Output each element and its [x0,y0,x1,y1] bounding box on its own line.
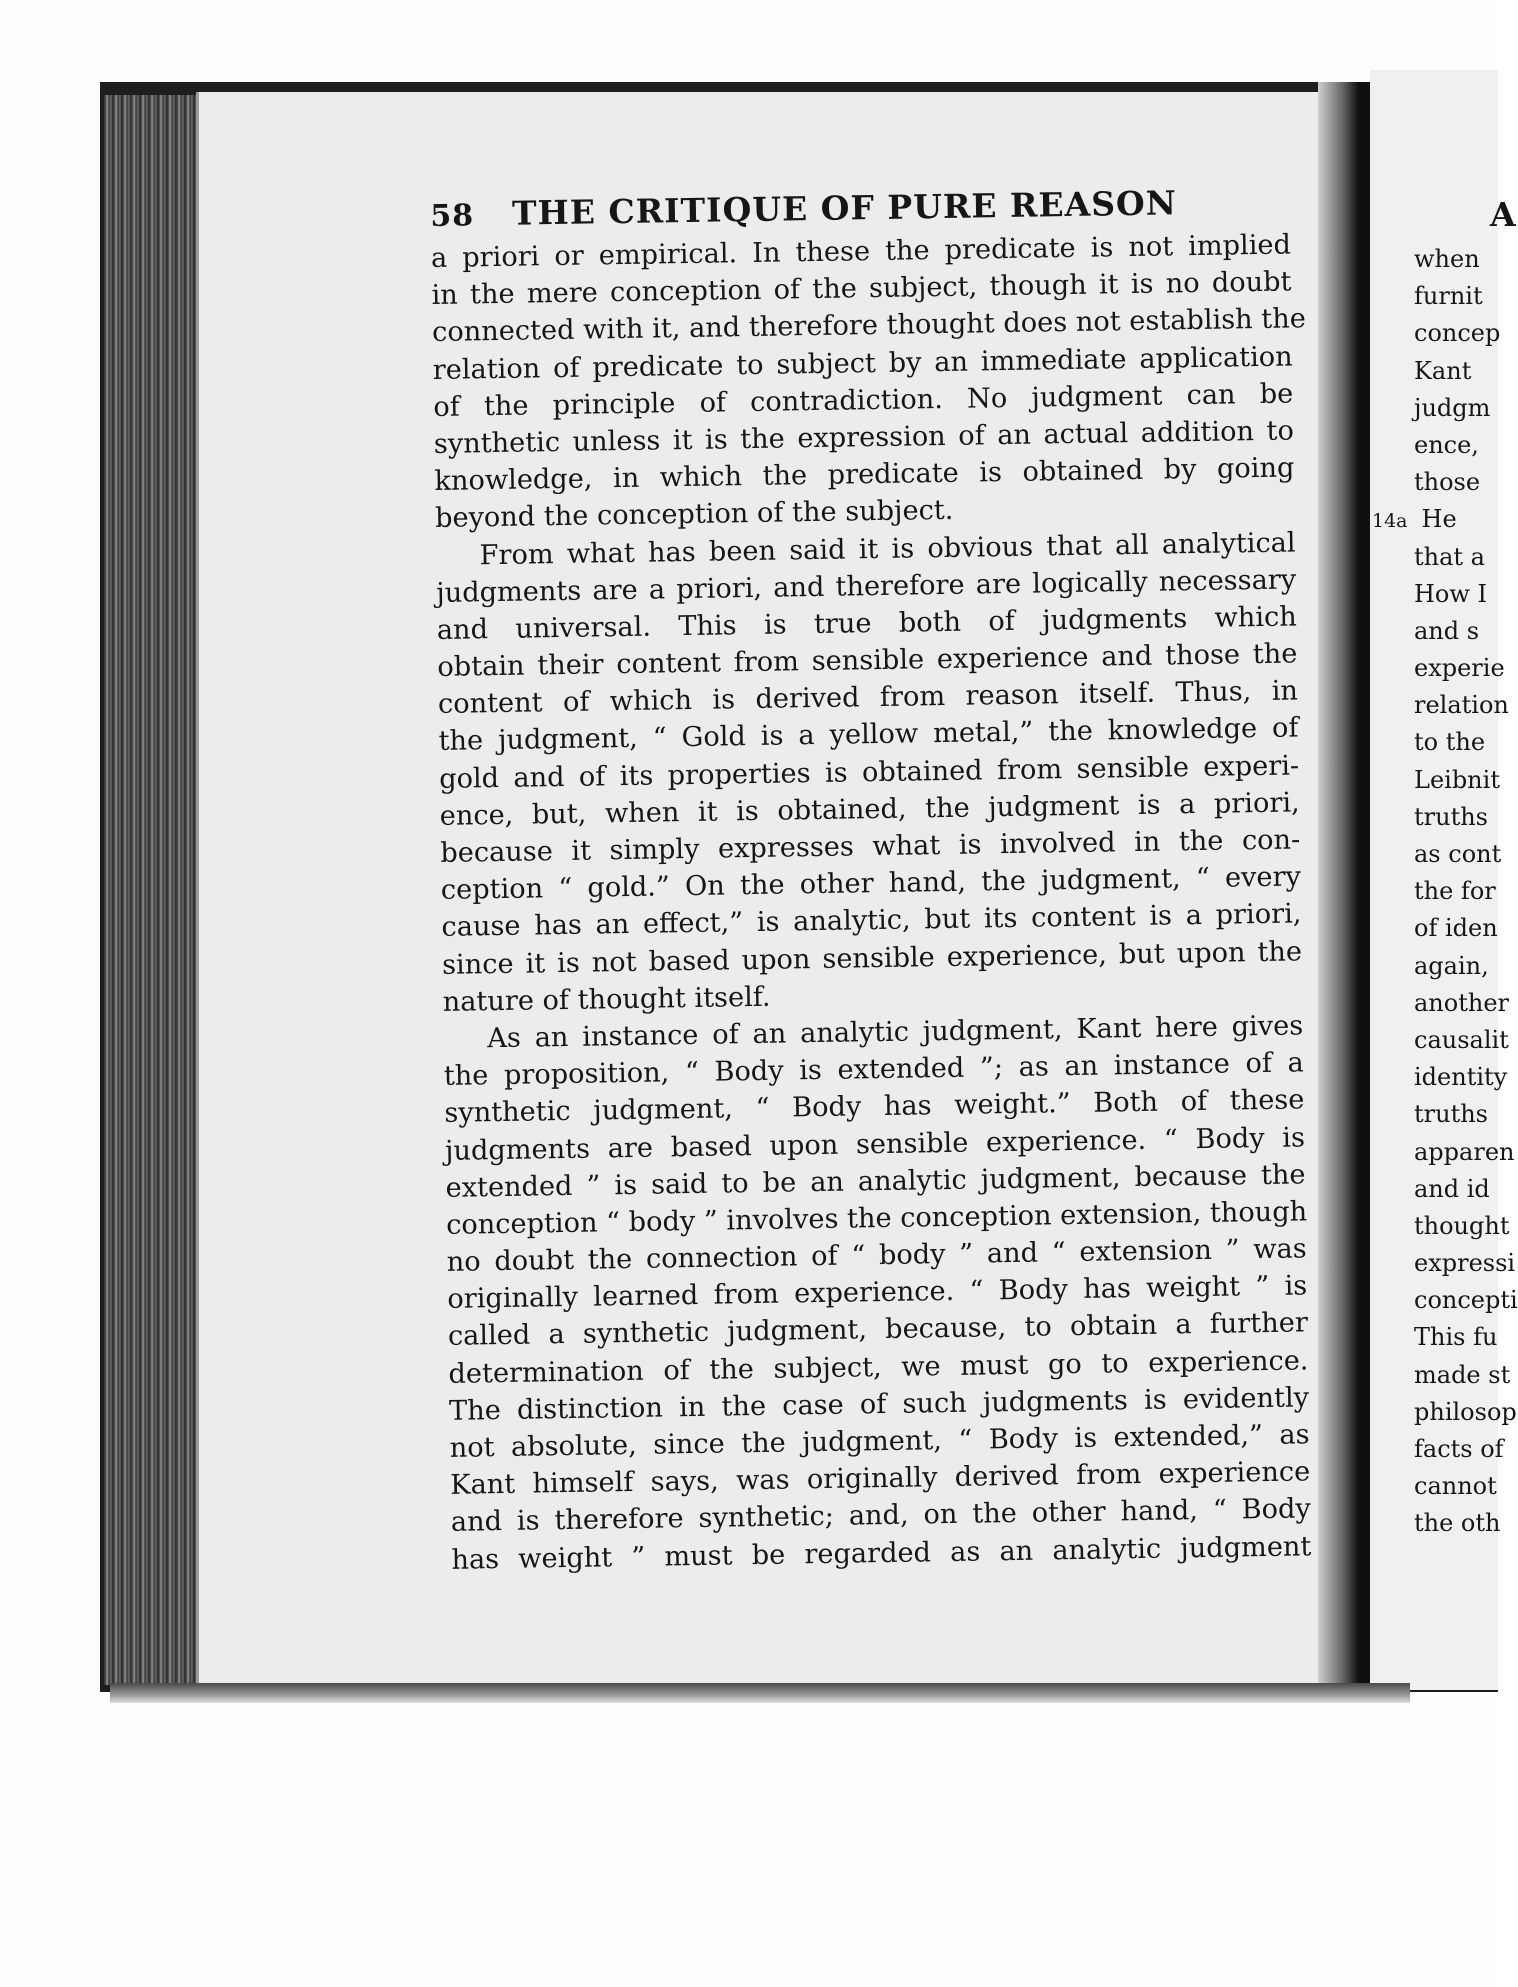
right-text-line: expressi [1414,1249,1516,1278]
right-text-line: and s [1414,616,1480,645]
right-text-line: when [1414,245,1480,273]
right-text-line: the for [1414,877,1496,906]
right-text-line: thought [1414,1211,1510,1240]
right-text-line: truths [1414,1100,1488,1129]
text-line: has weight ” must be regarded as an analytic judgment [451,1530,1312,1576]
right-text-line: those [1414,468,1481,497]
right-text-line: ence, [1414,430,1479,459]
text-line: knowledge, in which the predicate is obtained by going [434,452,1295,498]
text-line: ception “ gold.” On the other hand, the judgment, “ every [440,861,1302,907]
right-body-text [1372,241,1518,1543]
text-line: the judgment, “ Gold is a yellow metal,” the knowledge of [438,712,1299,758]
right-text-line: This fu [1414,1323,1498,1352]
right-text-line: another [1414,988,1509,1017]
text-line: because it simply expresses what is involved in the con- [440,824,1301,869]
right-text-line: apparen [1414,1137,1515,1166]
right-text-line: cannot [1414,1472,1497,1501]
right-text-line: truths [1414,802,1488,831]
right-text-line: causalit [1414,1025,1509,1054]
right-text-line: facts of [1414,1435,1504,1463]
text-line: and is therefore synthetic; and, on the other hand, “ Body [450,1493,1311,1539]
text-line: As an instance of an analytic judgment, Kant here gives [487,1010,1304,1055]
text-line: and universal. This is true both of judgments which [436,601,1297,646]
right-text-line [1372,501,1498,538]
text-line: synthetic unless it is the expression of an actual addition to [433,415,1295,460]
right-text-line: Kant [1414,356,1472,385]
text-line: originally learned from experience. “ Body has weight ” is [447,1270,1308,1316]
marginal-section-number: 14a [1372,510,1408,533]
book-gutter [1318,82,1376,1692]
right-running-title: A [1490,195,1517,234]
right-text-line: identity [1414,1063,1508,1092]
text-line: The distinction in the case of such judgments is evidently [448,1382,1310,1427]
text-line: content of which is derived from reason itself. Thus, in [437,675,1299,721]
right-text-line: the oth [1414,1509,1501,1538]
text-line: of the principle of contradiction. No judgment can be [433,378,1294,423]
right-text-line: made st [1414,1360,1511,1389]
left-page-text [430,181,1312,1578]
right-text-line: and id [1414,1174,1490,1203]
text-line: gold and of its properties is obtained from sensible experi- [438,750,1300,795]
right-text-line: as cont [1414,840,1502,868]
page-fore-edges [104,95,204,1685]
text-line: nature of thought itself. [442,981,771,1018]
text-line: beyond the conception of the subject. [434,495,954,535]
right-page-text [1372,195,1518,1543]
text-line: connected with it, and therefore thought does not establish the [431,303,1307,349]
bottom-page-edge [110,1683,1410,1703]
page-number: 58 [430,198,475,234]
text-line: From what has been said it is obvious that all analytical [479,526,1296,571]
text-line: ence, but, when it is obtained, the judgment is a priori, [439,787,1300,832]
text-line: called a synthetic judgment, because, to obtain a further [447,1307,1309,1353]
right-text-line: Leibnit [1414,765,1500,794]
right-text-line: furnit [1414,282,1483,311]
right-text-line: concepti [1414,1286,1518,1315]
right-text-line: relation [1414,691,1509,720]
text-line: Kant himself says, was originally derived from experience [450,1456,1311,1502]
text-line: synthetic judgment, “ Body has weight.” Both of these [444,1084,1305,1130]
running-title: THE CRITIQUE OF PURE REASON [511,183,1178,233]
text-line: the proposition, “ Body is extended ”; as an instance of a [443,1047,1304,1093]
text-line: judgments are a priori, and therefore are logically necessary [436,564,1297,609]
right-text-line: experie [1414,654,1505,683]
text-line: in the mere conception of the subject, though it is no doubt [431,266,1292,312]
right-text-line: again, [1414,951,1489,980]
body-text [431,226,1312,1578]
right-text-line: How I [1414,579,1488,608]
text-line: obtain their content from sensible experience and those the [437,638,1298,684]
text-line: a priori or empirical. In these the predicate is not implied [430,229,1292,274]
text-line: relation of predicate to subject by an immediate application [432,341,1293,386]
text-line: not absolute, since the judgment, “ Body is extended,” as [449,1419,1310,1464]
text-line: cause has an effect,” is analytic, but its content is a priori, [441,898,1302,944]
right-text-line: concep [1414,319,1501,348]
text-line: extended ” is said to be an analytic judgment, because the [445,1159,1306,1204]
right-text-line: philosop [1414,1397,1517,1426]
right-text-fragment: He [1421,505,1457,534]
text-line: conception “ body ” involves the conception extension, though [445,1196,1308,1241]
right-text-line: that a [1414,542,1485,571]
text-line: since it is not based upon sensible experience, but upon the [441,935,1303,981]
text-line: determination of the subject, we must go to experience. [448,1344,1309,1390]
text-line: judgments are based upon sensible experience. “ Body is [444,1121,1306,1167]
text-line: no doubt the connection of “ body ” and “ extension ” was [446,1233,1307,1278]
right-text-line: judgm [1414,393,1491,422]
right-text-line: of iden [1414,914,1498,943]
right-text-line: to the [1414,728,1486,757]
